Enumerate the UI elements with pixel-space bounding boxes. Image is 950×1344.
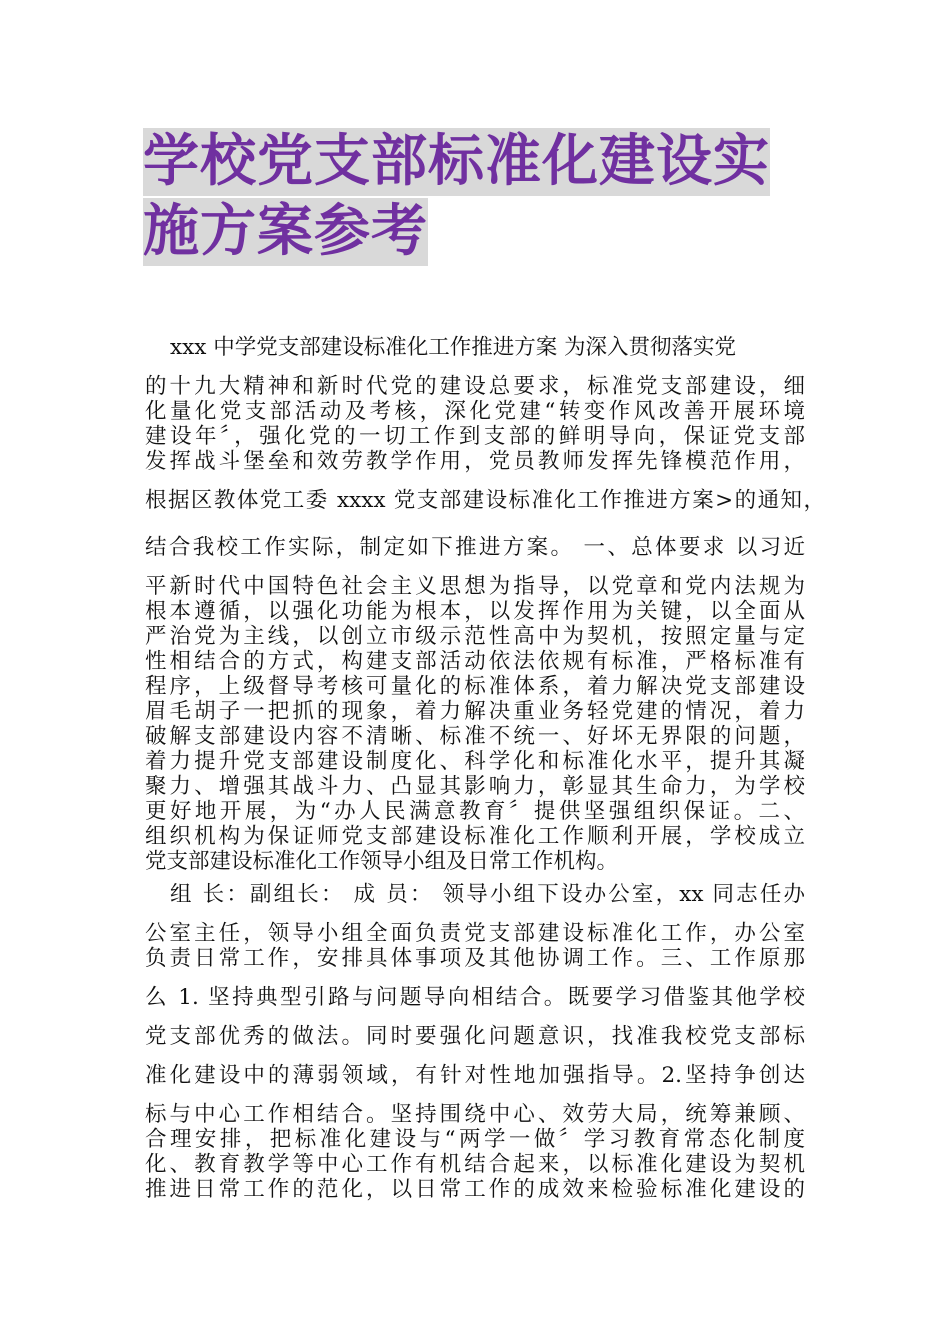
body-line: 推进日常工作的范化，以日常工作的成效来检验标准化建设的 — [145, 1177, 805, 1202]
body-line: 建设年〞，强化党的一切工作到支部的鲜明导向，保证党支部 — [145, 424, 805, 449]
body-line: 组 长：副组长： 成 员： 领导小组下设办公室，xx 同志任办 — [170, 882, 805, 907]
body-line: 公室主任，领导小组全面负责党支部建设标准化工作，办公室 — [145, 921, 805, 946]
document-title-line-1: 学校党支部标准化建设实 — [143, 129, 770, 194]
body-line: 的十九大精神和新时代党的建设总要求，标准党支部建设，细 — [145, 374, 805, 399]
body-line: 合理安排，把标准化建设与“两学一做〞学习教育常态化制度 — [145, 1127, 805, 1152]
body-line: 平新时代中国特色社会主义思想为指导，以党章和党内法规为 — [145, 574, 805, 599]
body-line: 性相结合的方式，构建支部活动依法依规有标准，严格标准有 — [145, 649, 805, 674]
body-line: 严治党为主线，以创立市级示范性高中为契机，按照定量与定 — [145, 624, 805, 649]
document-title-line-2: 施方案参考 — [143, 199, 428, 264]
body-line: 程序，上级督导考核可量化的标准体系，着力解决党支部建设 — [145, 674, 805, 699]
body-line: 组织机构为保证师党支部建设标准化工作顺利开展，学校成立 — [145, 824, 805, 849]
body-line: xxx 中学党支部建设标准化工作推进方案 为深入贯彻落实党 — [170, 335, 737, 360]
body-line: 结合我校工作实际，制定如下推进方案。 一、总体要求 以习近 — [145, 535, 805, 560]
body-line: 破解支部建设内容不清晰、标准不统一、好坏无界限的问题， — [145, 724, 805, 749]
body-line: 标与中心工作相结合。坚持围绕中心、效劳大局，统筹兼顾、 — [145, 1102, 805, 1127]
body-line: 化、教育教学等中心工作有机结合起来，以标准化建设为契机 — [145, 1152, 805, 1177]
body-line: 么 1. 坚持典型引路与问题导向相结合。既要学习借鉴其他学校 — [145, 985, 805, 1010]
body-line: 根本遵循，以强化功能为根本，以发挥作用为关键，以全面从 — [145, 599, 805, 624]
body-line: 准化建设中的薄弱领域，有针对性地加强指导。2.坚持争创达 — [145, 1063, 805, 1088]
body-line: 更好地开展，为“办人民满意教育〞提供坚强组织保证。二、 — [145, 799, 805, 824]
body-line: 眉毛胡子一把抓的现象，着力解决重业务轻党建的情况，着力 — [145, 699, 805, 724]
body-line: 着力提升党支部建设制度化、科学化和标准化水平，提升其凝 — [145, 749, 805, 774]
body-line: 根据区教体党工委 xxxx 党支部建设标准化工作推进方案>的通知， — [145, 488, 825, 513]
body-line: 发挥战斗堡垒和效劳教学作用，党员教师发挥先锋模范作用， — [145, 449, 805, 474]
body-line: 党支部建设标准化工作领导小组及日常工作机构。 — [145, 849, 619, 874]
body-line: 负责日常工作，安排具体事项及其他协调工作。三、工作原那 — [145, 946, 805, 971]
body-line: 党支部优秀的做法。同时要强化问题意识，找准我校党支部标 — [145, 1024, 805, 1049]
body-line: 聚力、增强其战斗力、凸显其影响力，彰显其生命力，为学校 — [145, 774, 805, 799]
body-line: 化量化党支部活动及考核，深化党建“转变作风改善开展环境 — [145, 399, 805, 424]
